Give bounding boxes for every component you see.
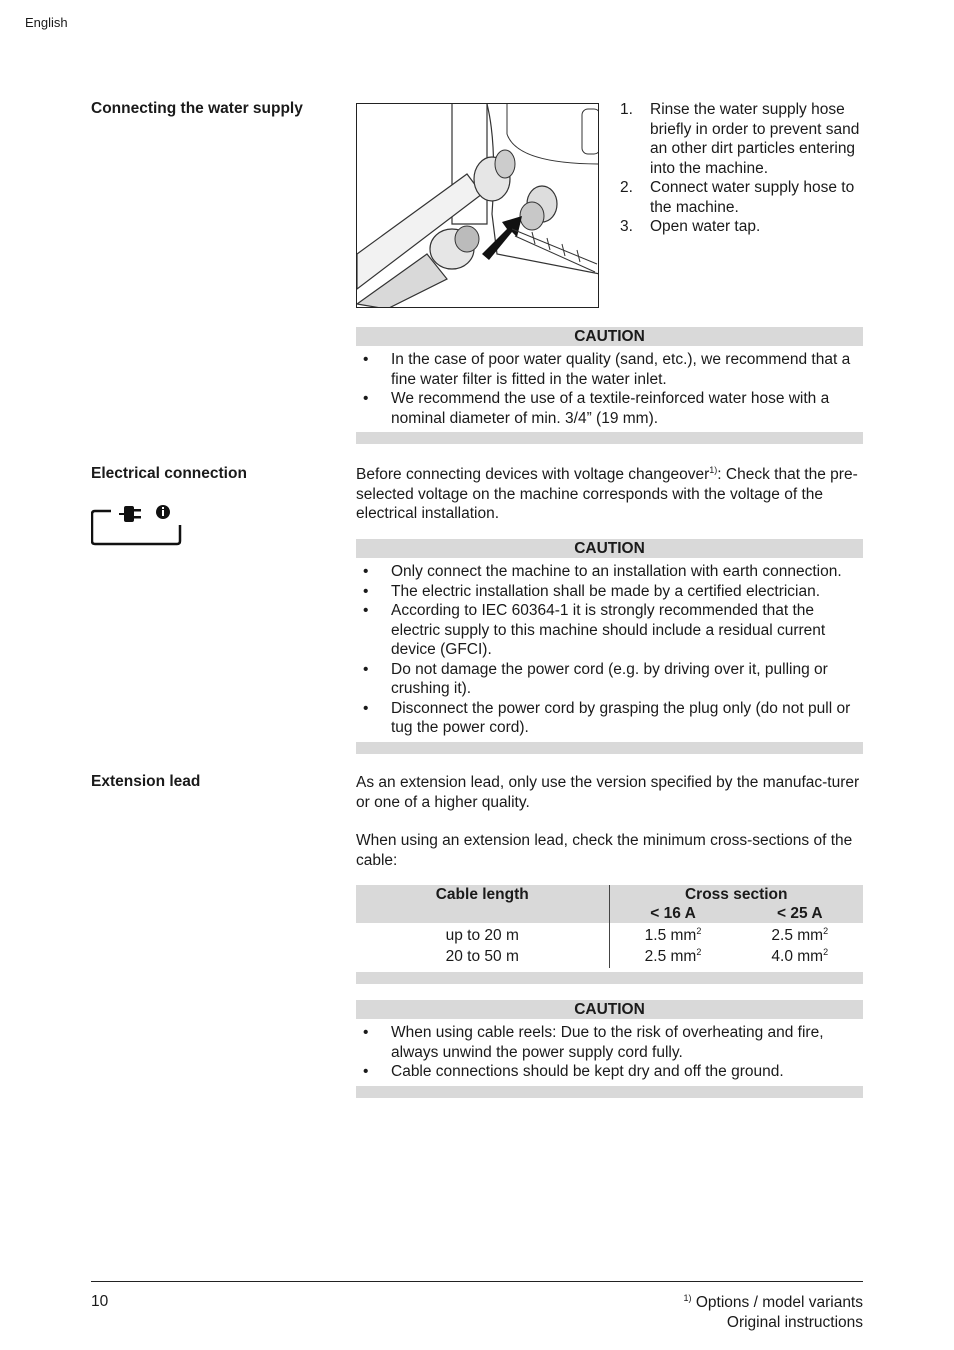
cell-length: up to 20 m xyxy=(356,923,609,946)
header-cross-section: Cross section xyxy=(609,885,863,904)
caution-item-text: The electric installation shall be made by a certified electrician. xyxy=(391,582,821,600)
cell-16a xyxy=(609,923,737,946)
cell-value: 2.5 mm xyxy=(771,926,824,944)
caution-item-text: When using cable reels: Due to the risk of overheating and fire, always unwind the power supply cord fully. xyxy=(391,1024,824,1061)
header-25a: < 25 A xyxy=(737,904,863,923)
footer-notes xyxy=(684,1293,863,1333)
step-item xyxy=(620,100,870,178)
caution-title: CAUTION xyxy=(356,1000,863,1019)
caution-item xyxy=(356,389,863,428)
bullet: • xyxy=(363,602,369,619)
step-number: 3. xyxy=(620,218,633,235)
language-label: English xyxy=(25,15,68,30)
bullet: • xyxy=(363,582,369,600)
cell-value: 1.5 mm xyxy=(644,926,697,944)
cell-length: 20 to 50 m xyxy=(356,946,609,968)
step-text: Connect water supply hose to the machine. xyxy=(650,179,855,216)
cell-value: 2.5 mm xyxy=(644,948,697,965)
extension-paragraph-2: When using an extension lead, check the minimum cross-sections of the cable: xyxy=(356,832,853,869)
cell-25a xyxy=(737,923,863,946)
electrical-intro-text: Before connecting devices with voltage changeover xyxy=(356,466,710,483)
caution-item xyxy=(356,660,863,699)
caution-box-electrical xyxy=(356,539,863,754)
electrical-intro-text-cont: : Check that the pre-selected voltage on the machine corresponds with the voltage of the electrical installation. xyxy=(356,466,858,522)
table-row xyxy=(356,946,863,968)
instruction-steps xyxy=(620,100,870,237)
caution-item-text: According to IEC 60364-1 it is strongly recommended that the electric supply to this machine should include a residual current device (GFCI). xyxy=(391,602,826,658)
caution-item xyxy=(356,1023,863,1062)
section-heading-extension-lead: Extension lead xyxy=(91,773,201,790)
page-number: 10 xyxy=(91,1293,109,1310)
unit-superscript: 2 xyxy=(823,946,829,957)
caution-item xyxy=(356,582,863,602)
cell-16a xyxy=(609,946,737,968)
bullet: • xyxy=(363,699,369,717)
caution-box-water xyxy=(356,327,863,444)
caution-footer-bar xyxy=(356,432,863,444)
caution-footer-bar xyxy=(356,742,863,754)
footnote-marker: 1) xyxy=(709,464,718,475)
footnote-marker: 1) xyxy=(683,1292,692,1303)
unit-superscript: 2 xyxy=(696,946,702,957)
document-type: Original instructions xyxy=(726,1314,863,1331)
caution-title: CAUTION xyxy=(356,539,863,558)
power-plug-icon xyxy=(91,503,183,547)
bullet: • xyxy=(363,660,369,678)
unit-superscript: 2 xyxy=(696,925,702,936)
caution-item xyxy=(356,562,863,582)
step-item xyxy=(620,178,870,217)
bullet: • xyxy=(363,351,369,368)
caution-item xyxy=(356,1062,863,1082)
footer-divider xyxy=(91,1281,863,1282)
caution-item-text: Only connect the machine to an installation with earth connection. xyxy=(391,563,842,580)
cell-25a xyxy=(737,946,863,968)
unit-superscript: 2 xyxy=(823,925,829,936)
caution-item xyxy=(356,601,863,660)
cable-cross-section-table xyxy=(356,885,863,984)
step-text: Open water tap. xyxy=(650,218,761,235)
caution-footer-bar xyxy=(356,1086,863,1098)
table-footer-bar xyxy=(356,972,863,984)
bullet: • xyxy=(363,563,369,580)
caution-box-extension xyxy=(356,1000,863,1098)
step-number: 1. xyxy=(620,101,633,118)
cell-value: 4.0 mm xyxy=(771,948,824,965)
caution-list xyxy=(356,346,863,428)
table-row xyxy=(356,923,863,946)
bullet: • xyxy=(363,390,369,407)
caution-title: CAUTION xyxy=(356,327,863,346)
section-heading-water-supply: Connecting the water supply xyxy=(91,100,303,117)
electrical-intro xyxy=(356,465,863,524)
caution-item-text: In the case of poor water quality (sand, etc.), we recommend that a fine water filter is fitted in the water inlet. xyxy=(391,351,851,388)
header-cable-length: Cable length xyxy=(356,885,609,923)
water-hose-connection-illustration xyxy=(356,103,599,308)
step-number: 2. xyxy=(620,179,633,196)
hose-diagram xyxy=(357,104,599,308)
header-16a: < 16 A xyxy=(609,904,737,923)
caution-list xyxy=(356,1019,863,1082)
extension-paragraph-1: As an extension lead, only use the version specified by the manufac-turer or one of a higher quality. xyxy=(356,774,860,811)
caution-item-text: Disconnect the power cord by grasping the plug only (do not pull or tug the power cord). xyxy=(391,699,851,736)
step-text: Rinse the water supply hose briefly in order to prevent sand an other dirt particles entering into the machine. xyxy=(650,101,860,177)
bullet: • xyxy=(363,1024,369,1041)
caution-item-text: Cable connections should be kept dry and off the ground. xyxy=(391,1063,784,1080)
caution-list xyxy=(356,558,863,738)
caution-item-text: Do not damage the power cord (e.g. by driving over it, pulling or crushing it). xyxy=(391,660,828,697)
caution-item xyxy=(356,699,863,738)
bullet: • xyxy=(363,1063,369,1080)
step-item xyxy=(620,217,870,237)
section-heading-electrical: Electrical connection xyxy=(91,465,247,482)
footnote-text: Options / model variants xyxy=(695,1294,863,1311)
caution-item-text: We recommend the use of a textile-reinforced water hose with a nominal diameter of min. 3/4” (19 mm). xyxy=(391,390,830,427)
caution-item xyxy=(356,350,863,389)
footnote-line xyxy=(684,1293,863,1313)
